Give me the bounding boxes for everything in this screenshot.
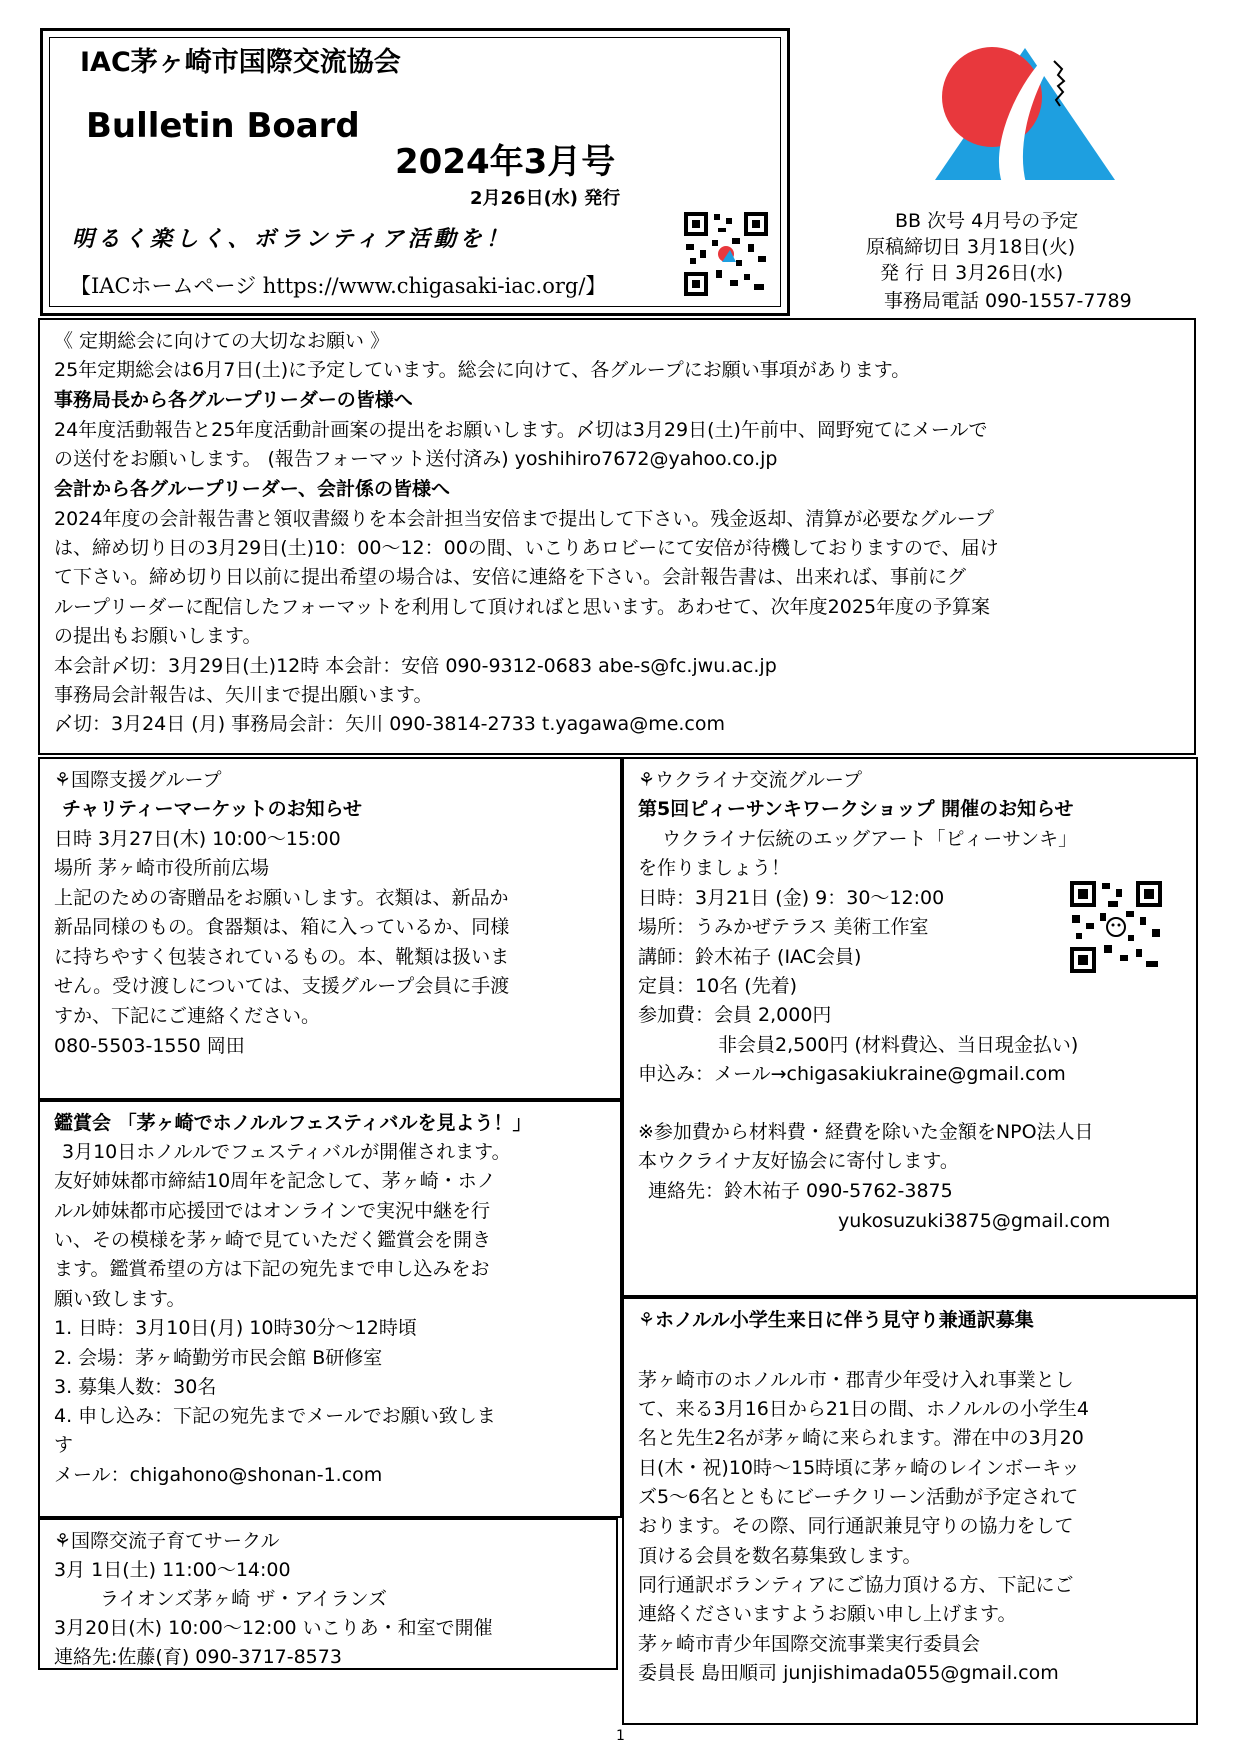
section-heading: ⚘国際支援グループ (54, 769, 222, 791)
subheading: 事務局長から各グループリーダーの皆様へ (54, 389, 413, 411)
text-line: 参加費：会員 2,000円 (638, 1004, 832, 1026)
text-line: を作りましょう！ (638, 857, 791, 879)
qr-code-homepage (682, 210, 770, 298)
text-line: 願い致します。 (54, 1288, 186, 1310)
text-line: 本会計〆切：3月29日(土)12時 本会計：安倍 090-9312-0683 abe-s@fc.jwu.ac.jp (54, 655, 777, 677)
qr-code-ukraine (1068, 879, 1164, 975)
list-item: 2. 会場：茅ヶ崎勤労市民会館 B研修室 (54, 1347, 383, 1369)
text-line: 2024年度の会計報告書と領収書綴りを本会計担当安倍まで提出して下さい。残金返却、清算が必要なグループ (54, 508, 994, 530)
org-name: IAC茅ヶ崎市国際交流協会 (80, 47, 401, 78)
section-heading: 鑑賞会 「茅ヶ崎でホノルルフェスティバルを見よう！」 (54, 1112, 532, 1134)
text-line: せん。受け渡しについては、支援グループ会員に手渡 (54, 975, 510, 997)
support-group-section (38, 757, 622, 1100)
text-line: 3月20日(木) 10:00〜12:00 いこりあ・和室で開催 (54, 1617, 493, 1639)
contact-line: 連絡先：鈴木祐子 090-5762-3875 (648, 1180, 953, 1202)
contact-line: 連絡先:佐藤(育) 090-3717-8573 (54, 1646, 342, 1668)
text-line: 場所：うみかぜテラス 美術工作室 (638, 916, 929, 938)
list-item: す (54, 1434, 74, 1456)
text-line: ライオンズ茅ヶ崎 ザ・アイランズ (100, 1588, 388, 1610)
text-line: 〆切：3月24日 (月) 事務局会計：矢川 090-3814-2733 t.yagawa@me.com (54, 713, 726, 735)
contact-email: メール：chigahono@shonan-1.com (54, 1464, 383, 1486)
contact-line: 委員長 島田順司 junjishimada055@gmail.com (638, 1662, 1059, 1684)
general-meeting-section (38, 318, 1196, 755)
list-item: 3. 募集人数：30名 (54, 1376, 217, 1398)
office-phone: 事務局電話 090-1557-7789 (884, 290, 1132, 312)
text-line: 事務局会計報告は、矢川まで提出願います。 (54, 684, 433, 706)
next-issue-date: 発 行 日 3月26日(水) (880, 262, 1064, 284)
text-line: 定員：10名 (先着) (638, 975, 798, 997)
text-line: 日時：3月21日 (金) 9：30〜12:00 (638, 887, 945, 909)
text-line: 茅ヶ崎市のホノルル市・郡青少年受け入れ事業とし (638, 1369, 1074, 1391)
text-line: は、締め切り日の3月29日(土)10：00〜12：00の間、いこりあロビーにて安倍が待機しておりますので、届け (54, 537, 999, 559)
subheading: チャリティーマーケットのお知らせ (62, 798, 363, 820)
next-issue-deadline: 原稿締切日 3月18日(火) (866, 236, 1076, 258)
text-line: に持ちやすく包装されているもの。本、靴類は扱いま (54, 946, 510, 968)
ukraine-group-section (622, 757, 1198, 1297)
text-line: い、その模様を茅ヶ崎で見ていただく鑑賞会を開き (54, 1229, 492, 1251)
text-line: て下さい。締め切り日以前に提出希望の場合は、安倍に連絡を下さい。会計報告書は、出来れば、事前にグ (54, 566, 967, 588)
text-line: ループリーダーに配信したフォーマットを利用して頂ければと思います。あわせて、次年度2025年度の予算案 (54, 596, 991, 618)
text-line: 茅ヶ崎市青少年国際交流事業実行委員会 (638, 1633, 981, 1655)
slogan: 明るく楽しく、ボランティア活動を！ (72, 226, 512, 252)
text-line: 非会員2,500円 (材料費込、当日現金払い) (718, 1034, 1079, 1056)
text-line: 日(木・祝)10時〜15時頃に茅ヶ崎のレインボーキッ (638, 1457, 1080, 1479)
text-line: 名と先生2名が茅ヶ崎に来られます。滞在中の3月20 (638, 1427, 1084, 1449)
text-line: 申込み：メール→chigasakiukraine@gmail.com (638, 1063, 1066, 1085)
text-line: の送付をお願いします。 (報告フォーマット送付済み) yoshihiro7672@yahoo.co.jp (54, 448, 778, 470)
text-line: 講師：鈴木祐子 (IAC会員) (638, 946, 862, 968)
viewing-event-section (38, 1100, 622, 1518)
text-line: ルル姉妹都市応援団ではオンラインで実況中継を行 (54, 1200, 490, 1222)
text-line: 連絡くださいますようお願い申し上げます。 (638, 1603, 1017, 1625)
text-line: 25年定期総会は6月7日(土)に予定しています。総会に向けて、各グループにお願い事項があります。 (54, 359, 911, 381)
text-line: ※参加費から材料費・経費を除いた金額をNPO法人日 (638, 1121, 1094, 1143)
text-line: 上記のための寄贈品をお願いします。衣類は、新品か (54, 887, 509, 909)
text-line: 同行通訳ボランティアにご協力頂ける方、下記にご (638, 1574, 1074, 1596)
text-line: ズ5〜6名とともにビーチクリーン活動が予定されて (638, 1486, 1079, 1508)
page-number: 1 (616, 1728, 625, 1744)
section-heading: 《 定期総会に向けての大切なお願い 》 (54, 330, 390, 352)
text-line: すか、下記にご連絡ください。 (54, 1005, 321, 1027)
publish-date: 2月26日(水) 発行 (470, 188, 621, 209)
text-line: 新品同様のもの。食器類は、箱に入っているか、同様 (54, 916, 510, 938)
text-line: おります。その際、同行通訳兼見守りの協力をして (638, 1515, 1074, 1537)
text-line: 24年度活動報告と25年度活動計画案の提出をお願いします。〆切は3月29日(土)午前中、岡野宛てにメールで (54, 419, 988, 441)
list-item: 4. 申し込み：下記の宛先までメールでお願い致しま (54, 1405, 496, 1427)
logo-mark (930, 45, 1120, 185)
homepage-link[interactable]: 【IACホームページ https://www.chigasaki-iac.org/】 (70, 274, 607, 298)
text-line: 日時 3月27日(木) 10:00〜15:00 (54, 828, 341, 850)
honolulu-students-section (622, 1297, 1198, 1725)
text-line: 友好姉妹都市締結10周年を記念して、茅ヶ崎・ホノ (54, 1170, 496, 1192)
section-heading: ⚘ウクライナ交流グループ (638, 769, 862, 791)
contact-line: 080-5503-1550 岡田 (54, 1035, 245, 1057)
section-heading: ⚘国際交流子育てサークル (54, 1530, 280, 1552)
text-line: 本ウクライナ友好協会に寄付します。 (638, 1150, 959, 1172)
subheading: 第5回ピィーサンキワークショップ 開催のお知らせ (638, 798, 1074, 820)
bulletin-title: Bulletin Board (86, 106, 360, 146)
childcare-circle-section (38, 1518, 618, 1670)
text-line: ウクライナ伝統のエッグアート「ピィーサンキ」 (662, 828, 1078, 850)
text-line: 場所 茅ヶ崎市役所前広場 (54, 857, 270, 879)
next-issue-title: BB 次号 4月号の予定 (895, 210, 1079, 232)
text-line: て、来る3月16日から21日の間、ホノルルの小学生4 (638, 1398, 1089, 1420)
text-line: の提出もお願いします。 (54, 625, 262, 647)
list-item: 1. 日時：3月10日(月) 10時30分〜12時頃 (54, 1317, 417, 1339)
text-line: 3月 1日(土) 11:00〜14:00 (54, 1559, 291, 1581)
text-line: 3月10日ホノルルでフェスティバルが開催されます。 (62, 1141, 511, 1163)
issue-title: 2024年3月号 (395, 142, 616, 182)
text-line: ます。鑑賞希望の方は下記の宛先まで申し込みをお (54, 1258, 490, 1280)
section-heading: ⚘ホノルル小学生来日に伴う見守り兼通訳募集 (638, 1309, 1034, 1331)
subheading: 会計から各グループリーダー、会計係の皆様へ (54, 478, 450, 500)
contact-email: yukosuzuki3875@gmail.com (838, 1210, 1111, 1232)
text-line: 頂ける会員を数名募集致します。 (638, 1545, 922, 1567)
